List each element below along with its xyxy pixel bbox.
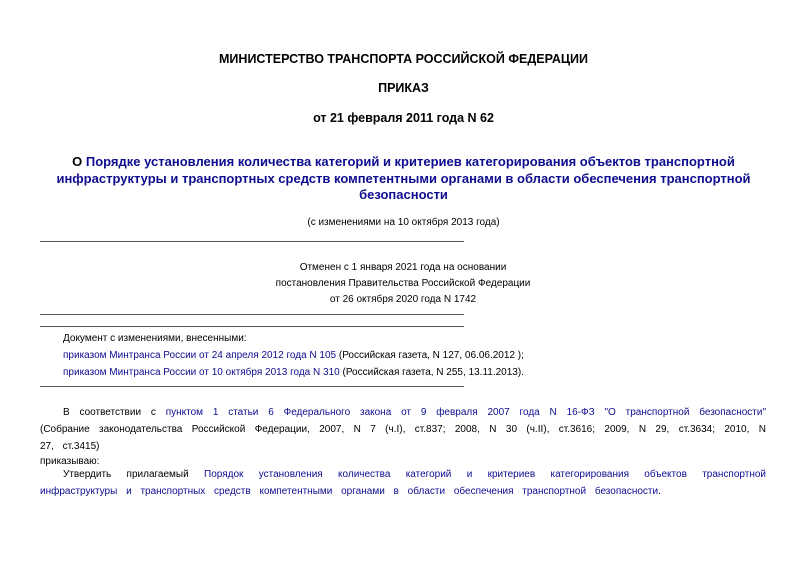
changes-item bbox=[63, 347, 783, 364]
cancellation-note bbox=[200, 260, 606, 308]
cancellation-line-2: постановления Правительства Российской Федерации bbox=[275, 278, 531, 289]
title-prefix: О bbox=[72, 154, 86, 169]
divider bbox=[40, 241, 464, 242]
divider bbox=[40, 314, 464, 315]
approve-suffix: . bbox=[658, 486, 661, 497]
cancellation-line-1: Отменен с 1 января 2021 года на основании bbox=[299, 262, 507, 273]
change-link-1[interactable]: приказом Минтранса России от 24 апреля 2012 года N 105 bbox=[63, 350, 337, 361]
approve-prefix: Утвердить прилагаемый bbox=[63, 469, 205, 480]
divider bbox=[40, 326, 464, 327]
divider bbox=[40, 386, 464, 387]
order-date-heading: от 21 февраля 2011 года N 62 bbox=[313, 111, 494, 125]
title-link[interactable]: Порядке установления количества категорий и критериев категорирования объектов транспортной инфраструктуры и транспортных средств компетентными органами в области обеспечения транспортной безопасности bbox=[56, 154, 751, 202]
preamble-prefix: В соответствии с bbox=[63, 407, 166, 418]
change-link-2[interactable]: приказом Минтранса России от 10 октября 2013 года N 310 bbox=[63, 367, 340, 378]
changes-intro: Документ с изменениями, внесенными: bbox=[63, 333, 247, 344]
change-suffix-1: (Российская газета, N 127, 06.06.2012 ); bbox=[336, 350, 524, 361]
preamble-suffix: (Собрание законодательства Российской Федерации, 2007, N 7 (ч.I), ст.837; 2008, N 30 (ч.II), ст.3616; 2009, N 29, ст.3634; 2010, N 27, ст.3415) bbox=[40, 424, 766, 452]
change-suffix-2: (Российская газета, N 255, 13.11.2013). bbox=[339, 367, 524, 378]
ministry-heading: МИНИСТЕРСТВО ТРАНСПОРТА РОССИЙСКОЙ ФЕДЕРАЦИИ bbox=[219, 52, 588, 66]
order-word: приказываю: bbox=[40, 456, 100, 467]
law-link[interactable]: пунктом 1 статьи 6 Федерального закона от 9 февраля 2007 года N 16-ФЗ "О транспортной безопасности" bbox=[165, 407, 766, 418]
approve-paragraph bbox=[40, 466, 766, 500]
changes-list bbox=[63, 330, 783, 381]
document-title bbox=[30, 154, 777, 204]
procedure-link[interactable]: Порядок установления количества категорий и критериев категорирования объектов транспортной инфраструктуры и транспортных средств компетентными органами в области обеспечения транспортной безопасности bbox=[40, 469, 766, 497]
preamble-paragraph bbox=[40, 404, 766, 455]
cancellation-line-3: от 26 октября 2020 года N 1742 bbox=[329, 294, 477, 305]
amended-note: (с изменениями на 10 октября 2013 года) bbox=[307, 217, 500, 228]
order-type-heading: ПРИКАЗ bbox=[378, 81, 429, 95]
changes-item bbox=[63, 364, 783, 381]
